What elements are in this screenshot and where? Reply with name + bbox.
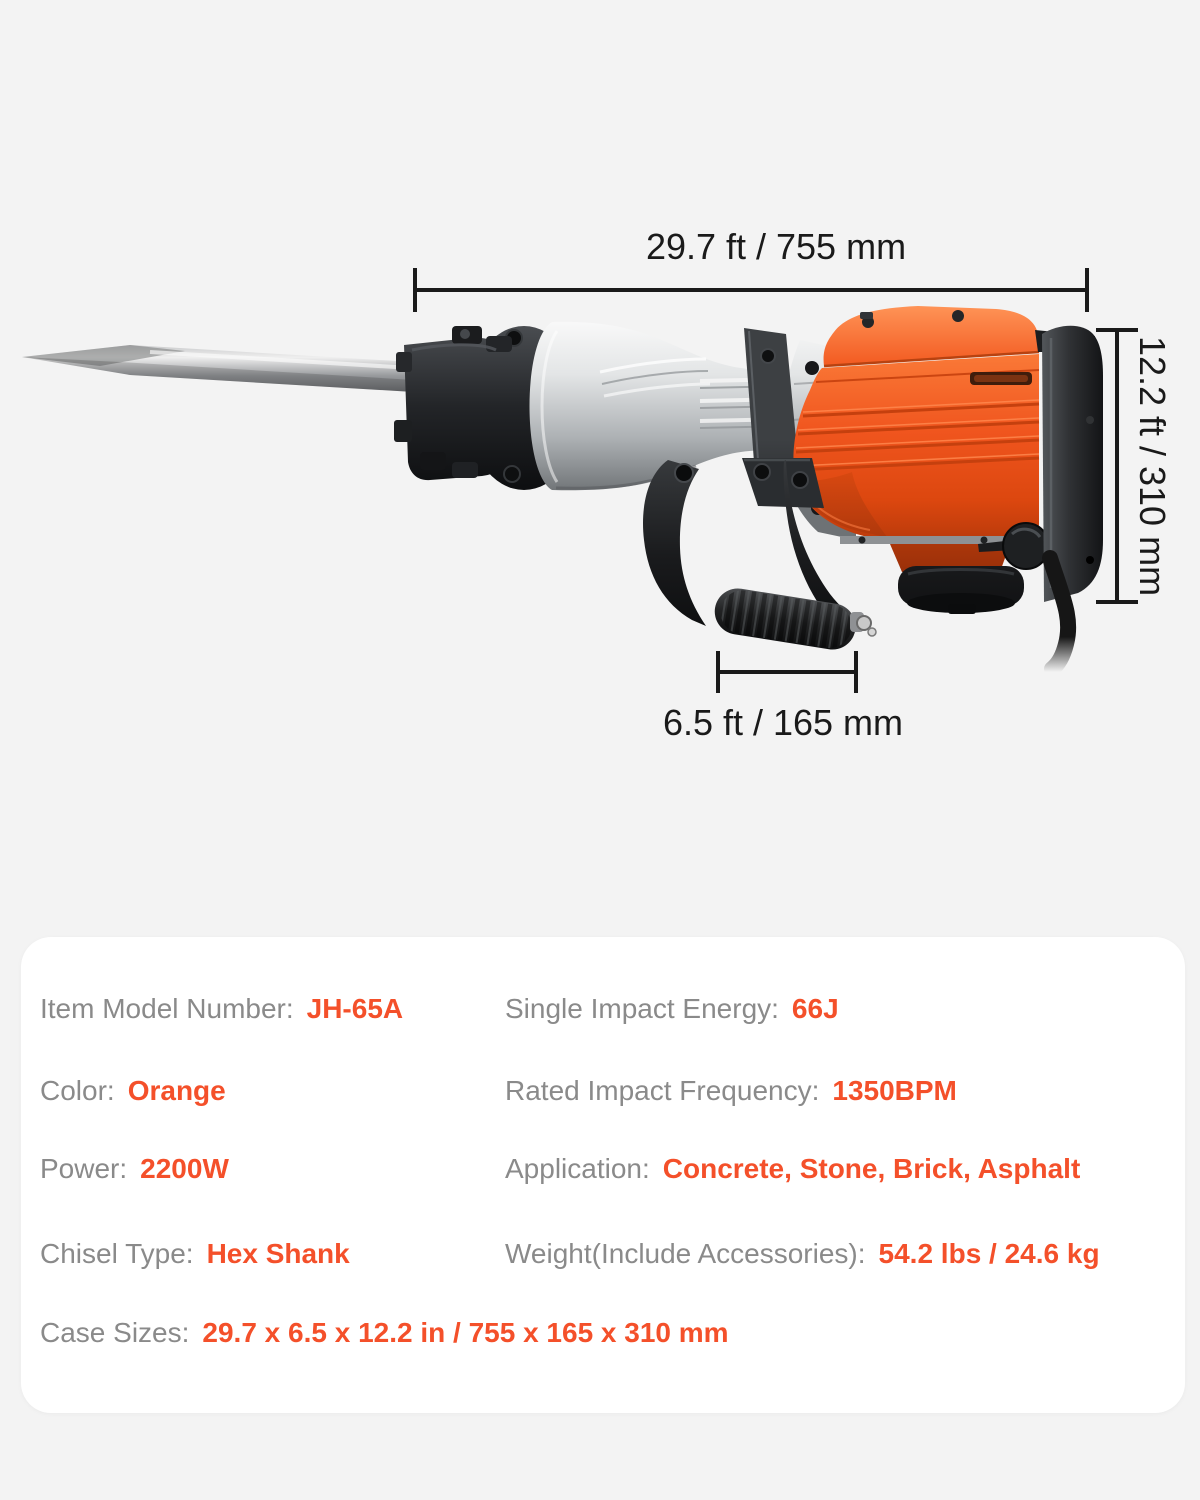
spec-power <box>40 1151 229 1187</box>
spec-single-impact-energy <box>505 991 839 1027</box>
spec-value: Concrete, Stone, Brick, Asphalt <box>662 1153 1081 1184</box>
spec-application <box>505 1151 1080 1187</box>
spec-value: Hex Shank <box>206 1238 350 1269</box>
length-dimension-line <box>415 288 1087 292</box>
length-dimension-tick-right <box>1085 268 1089 312</box>
spec-label: Power: <box>40 1153 128 1184</box>
spec-value: 66J <box>791 993 839 1024</box>
spec-chisel-type <box>40 1236 350 1272</box>
handle-grip <box>711 585 858 653</box>
spec-item-model-number <box>40 991 403 1027</box>
height-dimension-line <box>1115 330 1119 602</box>
height-dimension-tick-bottom <box>1096 600 1138 604</box>
handle-dimension-tick-left <box>716 651 720 693</box>
spec-weight <box>505 1236 1100 1272</box>
specifications-card <box>21 937 1185 1413</box>
spec-color <box>40 1073 226 1109</box>
spec-label: Application: <box>505 1153 650 1184</box>
spec-value: 2200W <box>140 1153 229 1184</box>
length-dimension-tick-left <box>413 268 417 312</box>
handle-dimension-line <box>718 670 856 674</box>
spec-label: Weight(Include Accessories): <box>505 1238 866 1269</box>
spec-label: Item Model Number: <box>40 993 294 1024</box>
height-dimension-tick-top <box>1096 328 1138 332</box>
chisel-bit <box>22 345 430 393</box>
spec-value: 54.2 lbs / 24.6 kg <box>878 1238 1100 1269</box>
spec-label: Single Impact Energy: <box>505 993 779 1024</box>
length-dimension-label: 29.7 ft / 755 mm <box>645 226 907 267</box>
spec-value: 29.7 x 6.5 x 12.2 in / 755 x 165 x 310 mm <box>202 1317 729 1348</box>
spec-case-sizes <box>40 1315 729 1351</box>
spec-label: Chisel Type: <box>40 1238 194 1269</box>
spec-label: Case Sizes: <box>40 1317 190 1348</box>
bottom-cap <box>898 566 1024 614</box>
spec-value: 1350BPM <box>832 1075 957 1106</box>
spec-value: Orange <box>127 1075 226 1106</box>
spec-label: Rated Impact Frequency: <box>505 1075 820 1106</box>
spec-label: Color: <box>40 1075 115 1106</box>
handle-dimension-label: 6.5 ft / 165 mm <box>662 702 904 743</box>
spec-rated-impact-frequency <box>505 1073 957 1109</box>
handle-dimension-tick-right <box>854 651 858 693</box>
height-dimension-label: 12.2 ft / 310 mm <box>1132 335 1173 597</box>
spec-value: JH-65A <box>306 993 404 1024</box>
